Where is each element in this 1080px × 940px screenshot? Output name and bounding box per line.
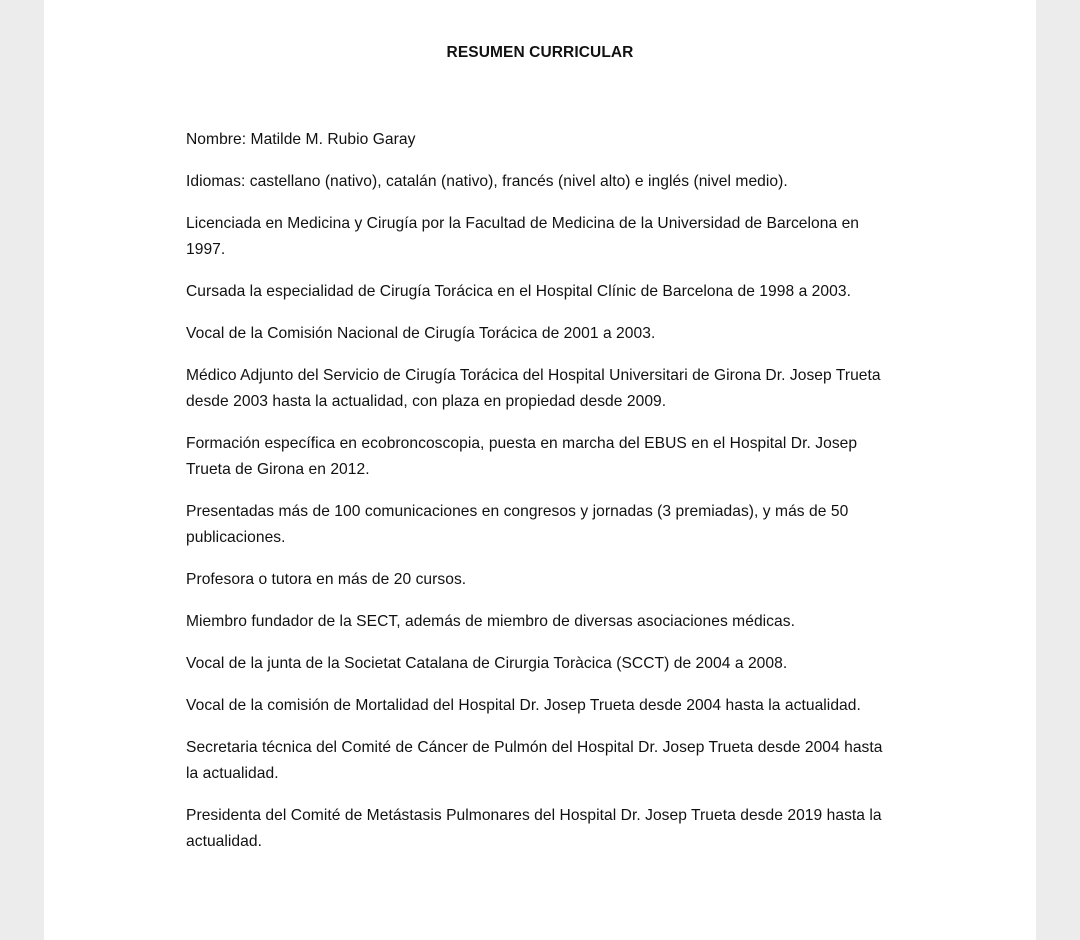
cv-item-specialty: Cursada la especialidad de Cirugía Torácica en el Hospital Clínic de Barcelona de 1998 a 2003.: [186, 283, 851, 300]
cv-item-metastasis-committee: Presidenta del Comité de Metástasis Pulmonares del Hospital Dr. Josep Trueta desde 2019 hasta la actualidad.: [186, 807, 882, 850]
document-page: [44, 0, 1036, 940]
cv-item-mortality-commission: Vocal de la comisión de Mortalidad del Hospital Dr. Josep Trueta desde 2004 hasta la actualidad.: [186, 697, 861, 714]
cv-item-publications: Presentadas más de 100 comunicaciones en congresos y jornadas (3 premiadas), y más de 50 publicaciones.: [186, 503, 849, 546]
cv-item-lung-cancer-committee: Secretaria técnica del Comité de Cáncer de Pulmón del Hospital Dr. Josep Trueta desde 2004 hasta la actualidad.: [186, 739, 883, 782]
document-title: RESUMEN CURRICULAR: [446, 44, 634, 61]
cv-item-name: Nombre: Matilde M. Rubio Garay: [186, 131, 416, 148]
cv-item-attending-physician: Médico Adjunto del Servicio de Cirugía Torácica del Hospital Universitari de Girona Dr. Josep Trueta desde 2003 hasta la actualidad, con plaza en propiedad desde 2009.: [186, 367, 881, 410]
cv-item-list: [186, 127, 898, 871]
cv-item-ebus-training: Formación específica en ecobroncoscopia, puesta en marcha del EBUS en el Hospital Dr. Josep Trueta de Girona en 2012.: [186, 435, 858, 478]
cv-item-scct-board: Vocal de la junta de la Societat Catalana de Cirurgia Toràcica (SCCT) de 2004 a 2008.: [186, 655, 788, 672]
cv-item-sect-founder: Miembro fundador de la SECT, además de miembro de diversas asociaciones médicas.: [186, 613, 795, 630]
cv-item-languages: Idiomas: castellano (nativo), catalán (nativo), francés (nivel alto) e inglés (nivel medio).: [186, 173, 788, 190]
cv-item-degree: Licenciada en Medicina y Cirugía por la Facultad de Medicina de la Universidad de Barcelona en 1997.: [186, 215, 860, 258]
cv-item-national-commission: Vocal de la Comisión Nacional de Cirugía Torácica de 2001 a 2003.: [186, 325, 656, 342]
cv-item-teaching: Profesora o tutora en más de 20 cursos.: [186, 571, 467, 588]
